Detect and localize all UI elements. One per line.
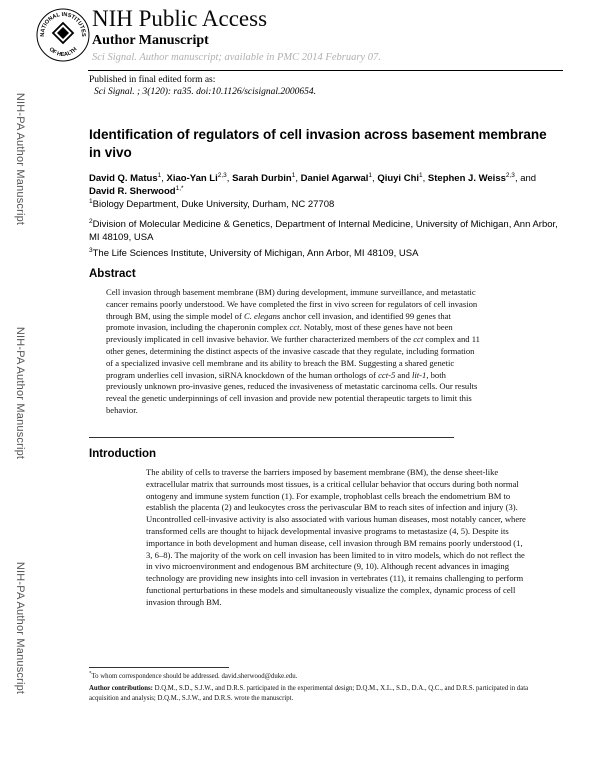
abstract-heading: Abstract	[89, 268, 136, 280]
published-note: Published in final edited form as:	[89, 75, 216, 85]
affiliation-1: $^1$Biology Department, Duke University, Durham, NC 27708	[89, 197, 335, 210]
abstract-divider	[89, 437, 454, 438]
svg-text:NATIONAL INSTITUTES: NATIONAL INSTITUTES	[39, 11, 87, 37]
nih-public-access-title: NIH Public Access	[92, 6, 268, 31]
journal-citation: Sci Signal. ; 3(120): ra35. doi:10.1126/scisignal.2000654.	[94, 87, 317, 97]
author-manuscript-label: Author Manuscript	[92, 33, 209, 48]
author-name: David Q. Matus	[89, 173, 158, 184]
introduction-heading: Introduction	[89, 448, 157, 460]
article-title: Identification of regulators of cell invasion across basement membrane in vivo	[89, 127, 547, 160]
header-divider	[88, 70, 563, 71]
side-label-3: NIH-PA Author Manuscript	[14, 561, 26, 695]
correspondence-note: *To whom correspondence should be addressed. david.sherwood@duke.edu.	[89, 671, 298, 680]
footnote-divider	[89, 667, 229, 668]
side-label-1: NIH-PA Author Manuscript	[14, 92, 26, 226]
author-name: Stephen J. Weiss	[427, 173, 506, 184]
side-label-2: NIH-PA Author Manuscript	[14, 326, 26, 460]
abstract-text: Cell invasion through basement membrane (BM) during development, immune surveillance, and metastatic cancer remains poorly understood. We have completed the first in vivo screen for regulators of cell invasion through BM, using the simple model of C. elegans anchor cell invasion, and identified 99 genes that promote invasion, including the chaperonin complex cct. Notably, most of these genes have not been previously implicated in cell invasive behavior. We further characterized members of the cct complex and 11 other genes, determining the distinct aspects of the invasive cascade that they regulate, including formation of a specialized invasive cell membrane and its ability to breach the BM. Suggesting a shared genetic program underlies cell invasion, siRNA knockdown of the human orthologs of cct-5 and lit-1, both previously unknown pro-invasive genes, reduced the invasiveness of metastatic carcinoma cells. Our results reveal the genetic underpinnings of cell invasion and provide new potential therapeutic targets to limit this behavior.	[106, 287, 480, 415]
affiliation-2: $^2$Division of Molecular Medicine & Genetics, Department of Internal Medicine, University of Michigan, Ann Arbor, MI 48109, USA	[89, 217, 558, 243]
author-list: David Q. Matus$^1$, Xiao-Yan Li$^{2,3}$, Sarah Durbin$^1$, Daniel Agarwal$^1$, Qiuyi Chi$^1$, Stephen J. Weiss$^{2,3}$, and David R. Sherwood$^{1,*}$	[89, 171, 537, 197]
author-contributions-note: Author contributions: D.Q.M., S.D., S.J.W., and D.R.S. participated in the experimental design; D.Q.M., X.L., S.D., D.A., Q.C., and D.R.S. participated in data acquisition and analysis; D.Q.M., S.J.W., and D.R.S. wrote the manuscript.	[89, 685, 529, 702]
author-name: Sarah Durbin	[232, 173, 292, 184]
introduction-text: The ability of cells to traverse the barriers imposed by basement membrane (BM), the dense sheet-like extracellular matrix that surrounds most tissues, is a critical cellular behavior that occurs during both normal ontogeny and immune system function (1). For example, trophoblast cells breach the endometrium BM to establish the placenta (2) and leukocytes cross the perivascular BM to reach sites of infection and injury (3). Uncontrolled cell-invasive activity is also associated with various human diseases, most notably cancer, where transformed cells are thought to hijack developmental invasive programs to metastasize (4, 5). Despite its importance in both development and human disease, cell invasion through BM remains poorly understood (1, 3, 6–8). The majority of the work on cell invasion has been limited to in vitro models, which do not reflect the in vivo microenvironment and endogenous BM architecture (9, 10). Although recent advances in imaging technology are providing new insights into cell invasion in vertebrates (11), it remains challenging to perform functional perturbations in these models and simultaneously visualize the complex, dynamic process of cell invasion through BM.	[146, 467, 526, 607]
author-name: Xiao-Yan Li	[166, 173, 218, 184]
svg-text:OF HEALTH: OF HEALTH	[47, 46, 79, 59]
nih-seal-logo	[36, 8, 90, 62]
affiliation-3: $^3$The Life Sciences Institute, University of Michigan, Ann Arbor, MI 48109, USA	[89, 246, 419, 259]
author-name: Qiuyi Chi	[377, 173, 420, 184]
author-name: David R. Sherwood	[89, 186, 176, 197]
author-name: Daniel Agarwal	[300, 173, 369, 184]
pmc-availability-note: Sci Signal. Author manuscript; available in PMC 2014 February 07.	[92, 52, 381, 63]
